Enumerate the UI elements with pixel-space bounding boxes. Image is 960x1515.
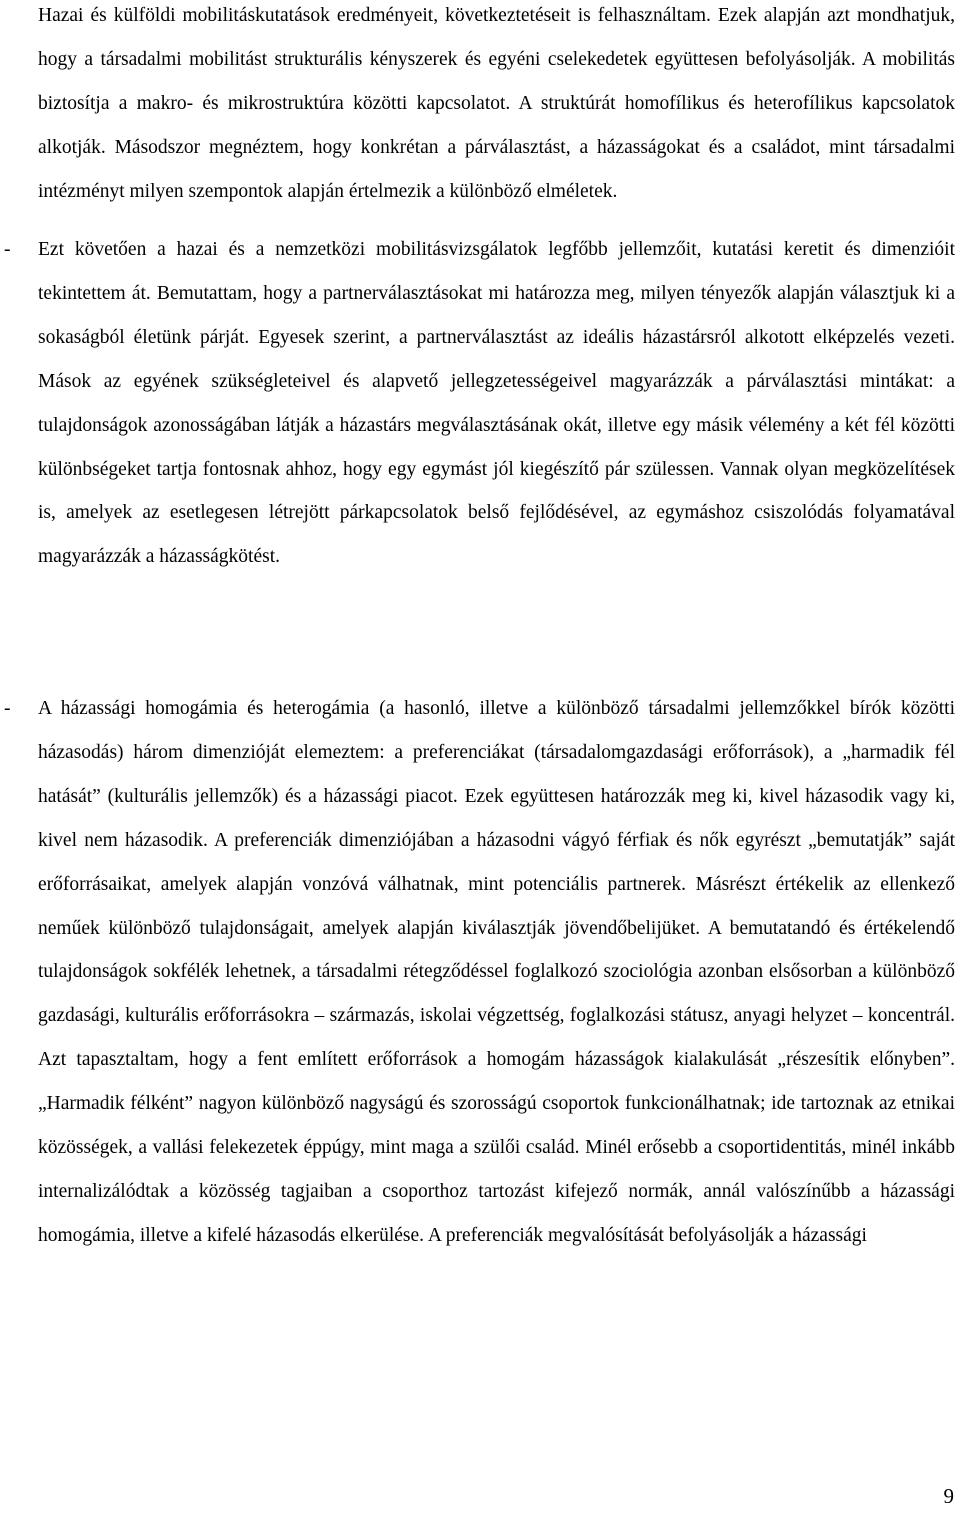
page-number: 9 (943, 1484, 954, 1508)
intro-paragraph: Hazai és külföldi mobilitáskutatások eredményeit, következtetéseit is felhasználtam. Ezek alapján azt mondhatjuk, hogy a társadalmi mobilitást strukturális kényszerek és egyéni cselekedetek együttesen befolyásolják. A mobilitás biztosítja a makro- és mikrostruktúra közötti kapcsolatot. A struktúrát homofílikus és heterofílikus kapcsolatok alkotják. Másodszor megnéztem, hogy konkrétan a párválasztást, a házasságokat és a családot, mint társadalmi intézményt milyen szempontok alapján értelmezik a különböző elméletek. (38, 5, 955, 202)
list-item-paragraph: A házassági homogámia és heterogámia (a hasonló, illetve a különböző társadalmi jellemzőkkel bírók közötti házasodás) három dimenzióját elemeztem: a preferenciákat (társadalomgazdasági erőforrások), a „harmadik fél hatását” (kulturális jellemzők) és a házassági piacot. Ezek együttesen határozzák meg ki, kivel házasodik vagy ki, kivel nem házasodik. A preferenciák dimenziójában a házasodni vágyó férfiak és nők egyrészt „bemutatják” saját erőforrásaikat, amelyek alapján vonzóvá válhatnak, mint potenciális partnerek. Másrészt értékelik az ellenkező neműek különböző tulajdonságait, amelyek alapján kiválasztják jövendőbelijüket. A bemutatandó és értékelendő tulajdonságok sokfélék lehetnek, a társadalmi rétegződéssel foglalkozó szociológia azonban elsősorban a különböző gazdasági, kulturális erőforrásokra – származás, iskolai végzettség, foglalkozási státusz, anyagi helyzet – koncentrál. Azt tapasztaltam, hogy a fent említett erőforrások a homogám házasságok kialakulását „részesítik előnyben”. „Harmadik félként” nagyon különböző nagyságú és szorosságú csoportok funkcionálhatnak; ide tartoznak az etnikai közösségek, a vallási felekezetek éppúgy, mint maga a szülői család. Minél erősebb a csoportidentitás, minél inkább internalizálódtak a közösség tagjaiban a csoporthoz tartozást kifejező normák, annál valószínűbb a házassági homogámia, illetve a kifelé házasodás elkerülése. A preferenciák megvalósítását befolyásolják a házassági (38, 698, 955, 1246)
list-bullet: - (4, 698, 11, 719)
list-item-paragraph: Ezt követően a hazai és a nemzetközi mobilitásvizsgálatok legfőbb jellemzőit, kutatási keretit és dimenzióit tekintettem át. Bemutattam, hogy a partnerválasztásokat mi határozza meg, milyen tényezők alapján választjuk ki a sokaságból életünk párját. Egyesek szerint, a partnerválasztást az ideális házastársról alkotott elképzelés vezeti. Mások az egyének szükségleteivel és alapvető jellegzetességeivel magyarázzák a párválasztási mintákat: a tulajdonságok azonosságában látják a házastárs megválasztásának okát, illetve egy másik vélemény a két fél közötti különbségeket tartja fontosnak ahhoz, hogy egy egymást jól kiegészítő pár szülessen. Vannak olyan megközelítések is, amelyek az esetlegesen létrejött párkapcsolatok belső fejlődésével, az egymáshoz csiszolódás folyamatával magyarázzák a házasságkötést. (38, 239, 955, 568)
list-bullet: - (4, 239, 11, 260)
